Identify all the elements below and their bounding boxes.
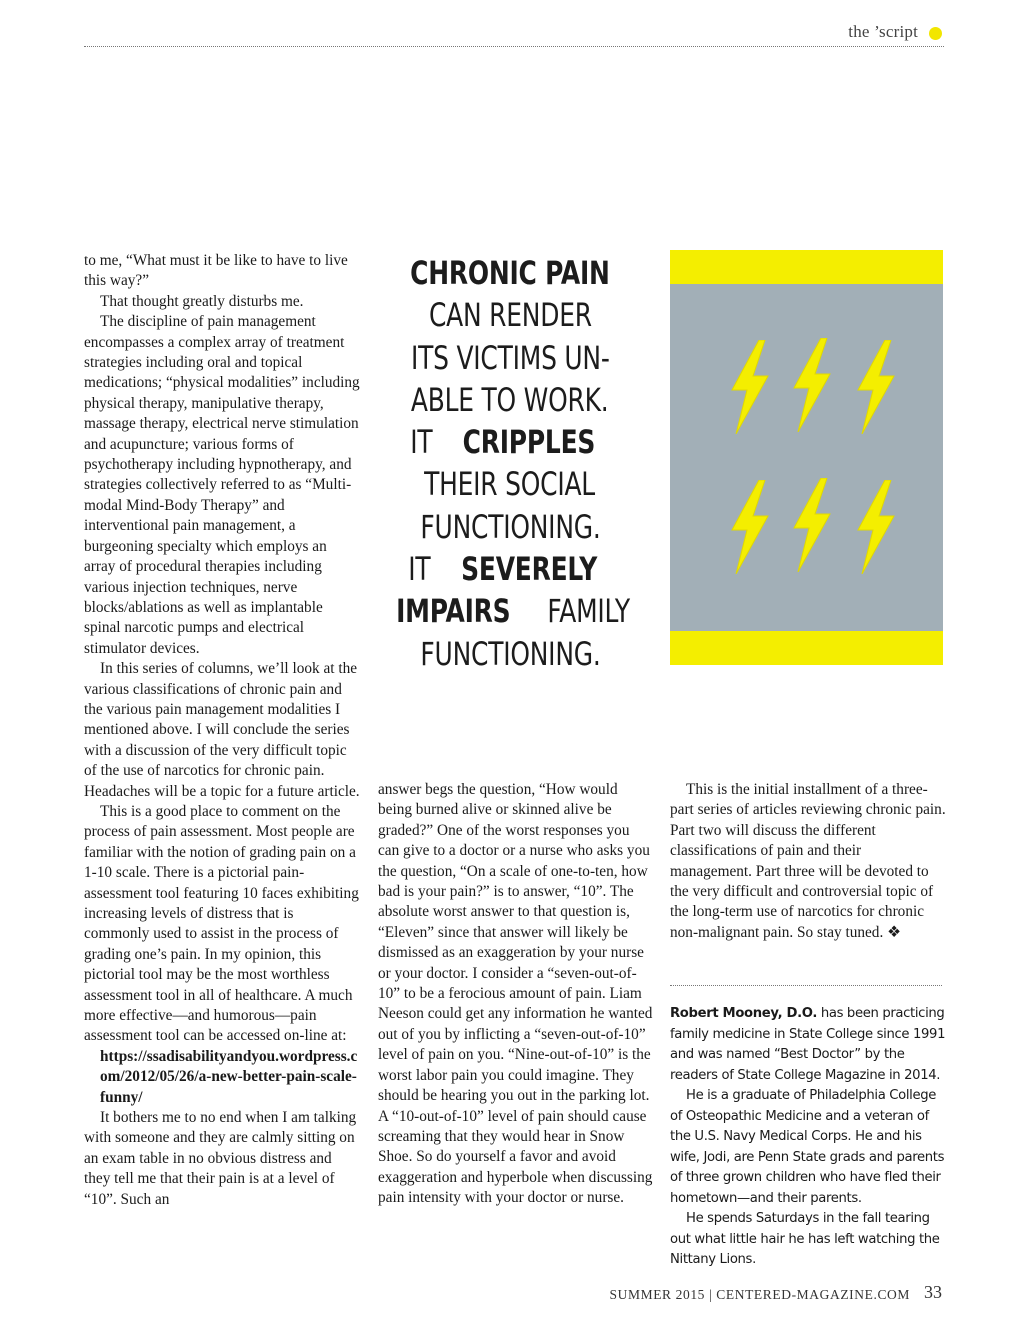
section-label: the ’script [848, 22, 918, 41]
paragraph: The discipline of pain management encompasses a complex array of treatment strategies including oral and topical medications; “physical modalities” including physical therapy, manipulative therapy, massage therapy, electrical nerve stimulation and acupuncture; various forms of psychotherapy including hypnotherapy, and strategies collectively referred to as “Multi-modal Mind-Body Therapy” and interventional pain management, a burgeoning specialty which employs an array of procedural therapies including various injection techniques, nerve blocks/ablations as well as implantable spinal narcotic pumps and electrical stimulator devices. [84, 313, 360, 657]
paragraph: answer begs the question, “How would being burned alive or skinned alive be graded?” One of the worst responses you can give to a doctor or a nurse who asks you the question, “On a scale of one-to-ten, how bad is your pain?” is to answer, “10”. The absolute worst answer to that question is, “Eleven” since that answer will likely be dismissed as an exaggeration by your nurse or your doctor. I consider a “seven-out-of-10” to be a ferocious amount of pain. Liam Neeson could get any information he wanted out of you by inflicting a “seven-out-of-10” level of pain on you. “Nine-out-of-10” is the worst labor pain you could imagine. They should be hearing you out in the parking lot. A “10-out-of-10” level of pain should cause screaming that they would hear in Snow Shoe. So do yourself a favor and avoid exaggeration and hyperbole when discussing pain intensity with your doctor or nurse. [378, 781, 653, 1207]
pull-quote-text: CAN RENDER [428, 296, 592, 335]
article-column-1 [84, 251, 360, 1210]
pull-quote-text: ABLE TO WORK. [411, 380, 609, 419]
author-name: Robert Mooney, D.O. [670, 1006, 817, 1021]
article-column-2 [378, 780, 654, 1209]
bio-text: He is a graduate of Philadelphia College of Osteopathic Medicine and a veteran of the U.S. Navy Medical Corps. He and his wife, Jodi, are Penn State grads and parents of three grown children who have fled their hometown—and their parents. [670, 1088, 945, 1206]
illustration-top-band [670, 250, 943, 284]
lightning-bolt-icon [788, 478, 834, 572]
paragraph: This is the initial installment of a three-part series of articles reviewing chronic pain. Part two will discuss the different classifications of pain and their management. Part three will be devoted to the very difficult and controversial topic of the long-term use of narcotics for chronic non-malignant pain. So stay tuned. ❖ [670, 781, 946, 941]
lightning-bolt-icon [852, 480, 898, 574]
lightning-bolt-icon [852, 340, 898, 434]
pull-quote-emphasis: SEVERELY [461, 550, 598, 589]
pull-quote-text: FUNCTIONING. [419, 507, 601, 546]
author-bio [670, 1004, 950, 1271]
pull-quote-emphasis: CRIPPLES [462, 423, 596, 462]
pull-quote-text: ITS VICTIMS UN- [410, 338, 610, 377]
paragraph: It bothers me to no end when I am talking with someone and they are calmly sitting on an exam table in no obvious distress and they tell me that their pain is at a level of “10”. Such an [84, 1109, 357, 1208]
page-number: 33 [924, 1282, 942, 1302]
pull-quote-text: IT [407, 550, 438, 589]
paragraph: This is a good place to comment on the process of pain assessment. Most people are familiar with the notion of grading pain on a 1-10 scale. There is a pictorial pain-assessment tool featuring 10 faces exhibiting increasing levels of distress that is commonly used to assist in the process of grading one’s pain. In my opinion, this pictorial tool may be the most worthless assessment tool in all of healthcare. A much more effective—and humorous—pain assessment tool can be accessed on-line at: [84, 802, 359, 1045]
illustration-bottom-band [670, 631, 943, 665]
pull-quote-emphasis: IMPAIRS [396, 592, 511, 631]
section-dot-icon [929, 27, 942, 40]
lightning-bolt-icon [726, 480, 772, 574]
article-column-3 [670, 780, 946, 943]
pull-quote-text: IT [410, 423, 440, 462]
bio-text: has been practicing family medicine in State College since 1991 and was named “Best Doctor” by the readers of State College Magazine in 2014. [670, 1006, 946, 1083]
lightning-bolt-icon [788, 338, 834, 432]
paragraph: That thought greatly disturbs me. [100, 292, 304, 310]
header-divider [84, 46, 944, 47]
page-header [84, 20, 944, 48]
paragraph: In this series of columns, we’ll look at the various classifications of chronic pain and the various pain management modalities I mentioned above. I will conclude the series with a discussion of the very difficult topic of the use of narcotics for chronic pain. Headaches will be a topic for a future article. [84, 660, 360, 800]
bio-divider [670, 985, 942, 986]
lightning-illustration [670, 250, 943, 665]
pull-quote-text: FUNCTIONING. [419, 634, 601, 673]
pull-quote-text: CHRONIC PAIN [410, 254, 610, 292]
pull-quote [380, 252, 640, 675]
pull-quote-text: THEIR SOCIAL [424, 465, 596, 504]
page-footer [609, 1281, 950, 1305]
issue-and-site: SUMMER 2015 | CENTERED-MAGAZINE.COM [609, 1287, 910, 1302]
pull-quote-text: FAMILY [539, 592, 630, 631]
bio-text: He spends Saturdays in the fall tearing out what little hair he has left watching the Nittany Lions. [670, 1211, 940, 1267]
article-url-link[interactable]: https://ssadisabilityandyou.wordpress.com/2012/05/26/a-new-better-pain-scale-funny/ [100, 1047, 358, 1106]
paragraph: to me, “What must it be like to have to live this way?” [84, 252, 348, 290]
lightning-bolt-icon [726, 340, 772, 434]
